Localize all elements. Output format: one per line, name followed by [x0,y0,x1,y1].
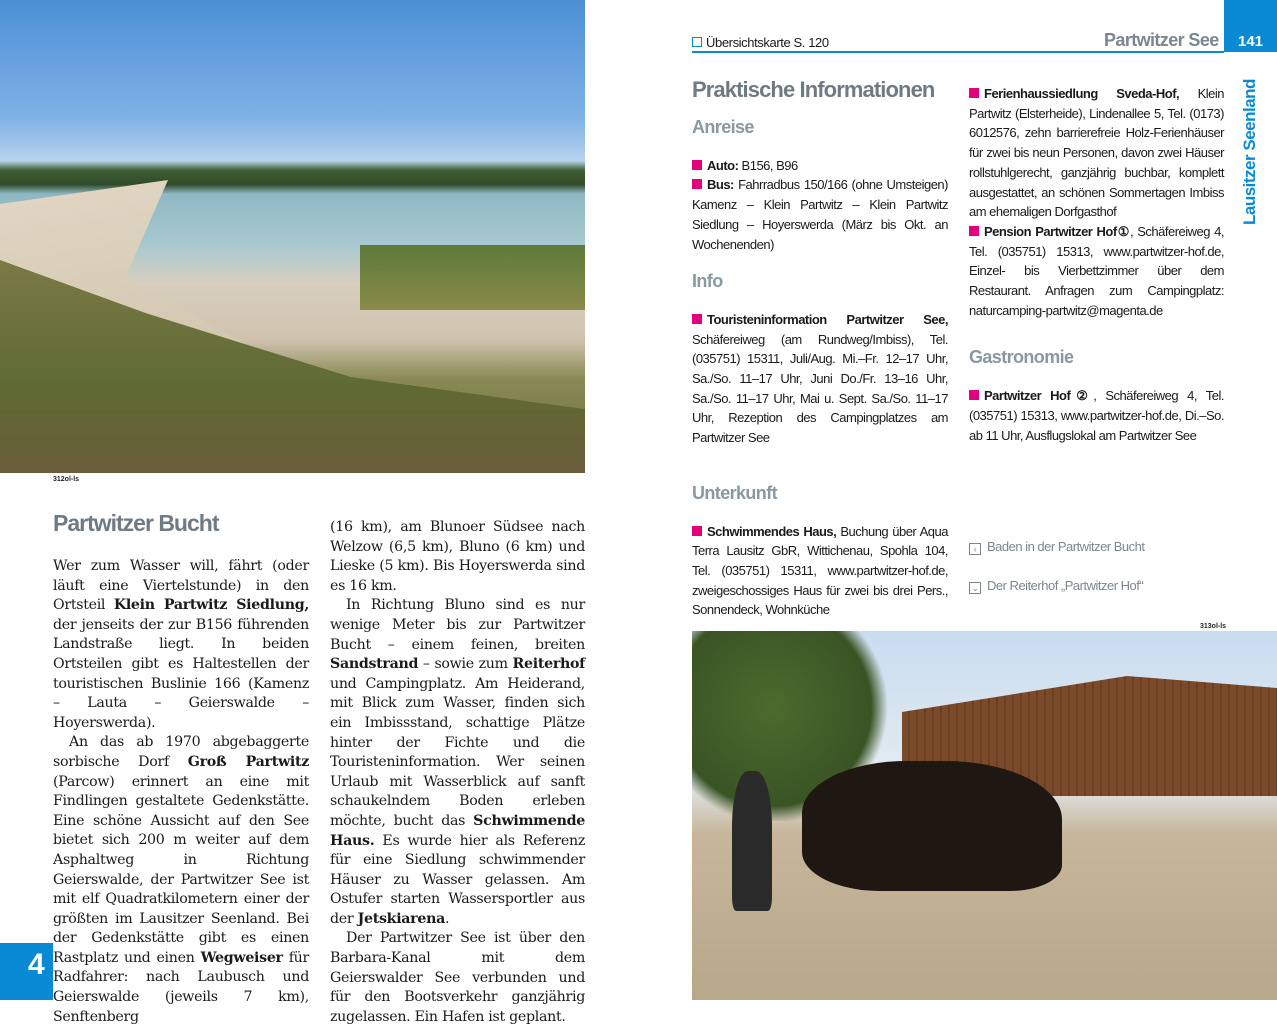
text-run: Es wurde hier als Referenz für eine Siedlung schwimmender Häuser zu Wasser gelassen. Am Ostufer starten Wassersportler aus der [330,832,585,927]
xref-label: Der Reiterhof „Partwitzer Hof“ [987,578,1144,593]
paragraph [330,929,585,1027]
bold-term: Reiterhof [512,656,585,673]
bold-term: Schwimmendes Haus, [707,523,837,539]
bold-term: Partwitzer Hof② [984,388,1094,404]
bold-term: Wegweiser [200,949,283,966]
paragraph [330,596,585,929]
bold-term: Klein Partwitz Siedlung, [113,597,309,614]
chevron-down-icon: ⌄ [969,582,981,594]
xref-baden[interactable] [969,539,1144,555]
heading-unterkunft: Unterkunft [692,482,777,503]
text-run: . [444,910,450,927]
bold-term: Ferienhaussiedlung Sveda-Hof, [984,86,1180,101]
photo-credit: 312ol-ls [53,476,80,483]
bold-term: Groß Partwitz [187,753,309,770]
bullet-square-icon [692,314,702,324]
text-run: , Schäfereiweg 4, Tel. (035751) 15313, www.partwitzer-hof.de, Einzel- bis Vierbettzimmer über dem Restaurant. Anfragen zum Campingplatz: naturcamping-partwitz@magenta.de [969,223,1225,318]
info-title: Praktische Informationen [692,77,935,102]
chapter-side-tab: Lausitzer Seenland [1240,79,1259,225]
text-run: Buchung über Aqua Terra Lausitz GbR, Wittichenau, Spohla 104, Tel. (035751) 15311, www.partwitzer-hof.de, zweigeschossiges Haus für zwei bis drei Pers., Sonnendeck, Wohnküche [692,523,948,618]
bullet-square-icon [692,160,702,170]
text-run: Wer zum Wasser will, fährt (oder läuft eine Viertelstunde) in den Ortsteil [53,558,309,614]
photo-partwitzer-bucht-beach [0,0,585,473]
page-number-left: 4 [0,943,53,1000]
unterkunft-list-continued [969,84,1224,320]
heading-info: Info [692,271,723,292]
list-item [692,522,948,621]
list-item [692,175,948,254]
list-item [969,386,1224,445]
info-list [692,310,948,448]
list-item [692,310,948,448]
text-run: der jenseits der zur B156 führenden Landstraße liegt. In beiden Ortsteilen gibt es Haltestellen der touristischen Buslinie 166 (Kamenz – Lauta – Geierswalde – Hoyerswerda). [53,616,309,731]
xref-label: Baden in der Partwitzer Bucht [987,539,1145,554]
paragraph [53,557,309,733]
body-column-2 [330,518,585,1027]
body-column-1 [53,557,309,1027]
section-title: Partwitzer Bucht [53,510,219,536]
chevron-left-icon: ‹ [969,543,981,555]
bold-term: Touristeninformation Partwitzer See, [707,311,948,327]
bold-term: Pension Partwitzer Hof① [984,223,1130,239]
text-run: Schäfereiweg (am Rundweg/Imbiss), Tel. (035751) 15311, Juli/Aug. Mi.–Fr. 12–17 Uhr, Sa./So. 11–17 Uhr, Juni Do./Fr. 13–16 Uhr, Sa./So. 11–17 Uhr, Mai u. Sept. Sa./So. 11–17 Uhr, Rezeption des Campingplatzes am Partwitzer See [692,331,948,446]
paragraph [330,518,585,596]
bullet-square-icon [692,179,702,189]
text-run: Klein Partwitz (Elsterheide), Lindenallee 5, Tel. (0173) 6012576, zehn barrierefreie Holz-Ferienhäuser für zwei bis neun Personen, davon zwei Häuser rollstuhlgerecht, ganzjährig buchbar, komplett ausgestattet, an schönen Sommertagen Imbiss am ehemaligen Dorfgasthof [969,86,1224,220]
page-number-right: 141 [1224,0,1277,52]
list-item [692,156,948,176]
bold-term: Auto: [707,157,739,173]
text-run: – sowie zum [418,656,513,673]
bullet-square-icon [969,390,979,400]
text-run: (16 km), am Blunoer Südsee nach Welzow (6,5 km), Bluno (6 km) und Lieske (5 km). Bis Hoyerswerda sind es 16 km. [330,519,585,594]
list-item [969,222,1224,321]
bold-term: Jetskiarena [357,910,445,927]
list-item [969,84,1224,222]
gastronomie-list [969,386,1224,445]
text-run: , Schäfereiweg 4, Tel. (035751) 15313, www.partwitzer-hof.de, Di.–So. ab 11 Uhr, Ausflugslokal am Partwitzer See [969,388,1224,443]
xref-reiterhof[interactable] [969,578,1143,594]
running-title: Partwitzer See [1104,30,1219,50]
text-run: An das ab 1970 abgebaggerte sorbische Dorf [53,734,309,770]
map-reference[interactable] [692,35,829,50]
map-reference-label: Übersichtskarte S. 120 [706,35,829,50]
unterkunft-list [692,522,948,621]
text-run: für Radfahrer: nach Laubusch und Geierswalde (jeweils 7 km), Senftenberg [53,949,309,1025]
text-run: und Campingplatz. Am Heiderand, mit Blick zum Wasser, finden sich ein Imbissstand, schattige Plätze hinter der Fichte und die Touristeninformation. Wer seinen Urlaub mit Wasserblick auf sanft schaukelndem Boden erleben möchte, bucht das [330,675,585,829]
photo-credit: 313ol-ls [1200,623,1227,630]
bullet-square-icon [969,88,979,98]
text-run: (Parcow) erinnert an eine mit Findlingen gestaltete Gedenkstätte. Eine schöne Aussicht auf den See bietet sich 200 m weiter auf dem Asphaltweg in Richtung Geierswalde, der Partwitzer See ist mit elf Quadratkilometern einer der größten im Lausitzer Seenland. Bei der Gedenkstätte gibt es einen Rastplatz und einen [53,773,309,966]
text-run: B156, B96 [738,157,798,173]
text-run: Fahrradbus 150/166 (ohne Umsteigen) Kamenz – Klein Partwitz – Klein Partwitz Siedlung – Hoyerswerda (März bis Okt. an Wochenenden) [692,177,948,252]
bullet-square-icon [969,226,979,236]
text-run: Der Partwitzer See ist über den Barbara-Kanal mit dem Geierswalder See verbunden und für den Bootsverkehr ganzjährig zugelassen. Ein Hafen ist geplant. [330,930,585,1025]
bullet-square-icon [692,526,702,536]
heading-anreise: Anreise [692,117,754,137]
header-rule [692,51,1224,53]
anreise-list [692,156,948,255]
bold-term: Schwimmende Haus. [330,812,585,849]
heading-gastronomie: Gastronomie [969,347,1074,368]
photo-reiterhof-horse [692,631,1277,1000]
bold-term: Bus: [707,177,734,193]
paragraph [53,733,309,1027]
text-run: In Richtung Bluno sind es nur wenige Meter bis zur Partwitzer Bucht – einem feinen, breiten [330,597,585,653]
bold-term: Sandstrand [330,656,419,673]
map-box-icon [692,37,702,47]
